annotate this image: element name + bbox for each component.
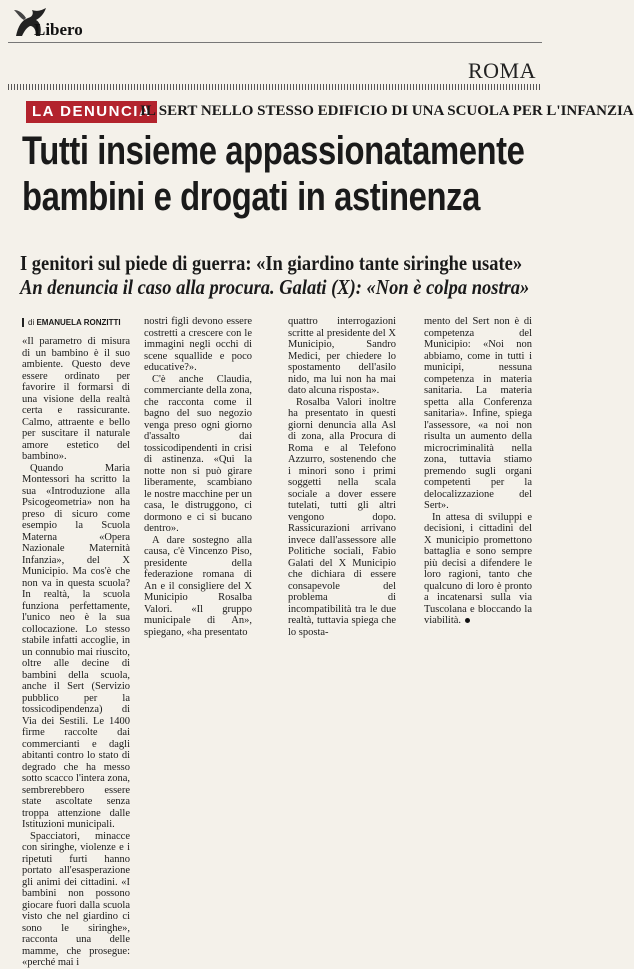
kicker-badge: LA DENUNCIA	[26, 101, 157, 123]
subheadline-1: I genitori sul piede di guerra: «In giardino tante siringhe usate»	[20, 251, 523, 275]
paragraph: A dare sostegno alla causa, c'è Vincenzo Piso, presidente della federazione romana di An e il consigliere del X Municipio Rosalba Valori. «Il gruppo municipale di An», spiegano, «ha presentato	[144, 534, 252, 638]
byline-prefix: di	[28, 318, 37, 327]
subheadline-2: An denuncia il caso alla procura. Galati (X): «Non è colpa nostra»	[20, 275, 530, 299]
paragraph: Spacciatori, minacce con siringhe, violenze e i ripetuti furti hanno portato all'esasperazione gli animi dei cittadini. «I bambini non possono giocare fuori dalla scuola visto che nel giardino ci sono le siringhe», racconta una delle mamme, che prosegue: «perché mai i	[22, 830, 130, 968]
paragraph-final-text: In attesa di sviluppi e decisioni, i cittadini del X municipio promettono battaglia e sono sempre più decisi a difendere le loro ragioni, tanto che qualcuno di loro è pronto a incatenarsi sulla via Tuscolana e bloccando la viabilità.	[424, 511, 532, 626]
top-rule	[8, 42, 542, 43]
masthead-logo-text: Libero	[34, 20, 83, 39]
paragraph: Quando Maria Montessori ha scritto la sua «Introduzione alla Psicogeometria» non ha preso di sicuro come esempio la Scuola Materna «Opera Nazionale Maternità Infanzia», del X Municipio. Ma cos'è che non va in questa scuola? In realtà, la scuola funziona perfettamente, l'unico neo è la sua collocazione. Lo stesso stabile infatti accoglie, in un connubio mai riuscito, oltre alle decine di bambini della scuola, anche il Sert (Servizio pubblico per la tossicodipendenza) di Via dei Sestili. Le 1400 firme raccolte dai commercianti e dagli abitanti contro lo stato di degrado che ha messo sotto scacco l'intera zona, sembrerebbero essere state ascoltate senza troppa attenzione dalle Istituzioni municipali.	[22, 462, 130, 830]
article-column-4	[424, 316, 532, 627]
paragraph-final	[424, 512, 532, 627]
paragraph: mento del Sert non è di competenza del Municipio: «Noi non abbiamo, come in tutti i municipi, nessuna competenza in materia sanitaria. La materia spetta alla Conferenza sanitaria». Infine, spiega l'assessore, «a noi non risulta un aumento della microcriminalità nella zona, tuttavia stiamo premendo sugli organi competenti per la delocalizzazione del Sert».	[424, 316, 532, 511]
paragraph: quattro interrogazioni scritte al presidente del X Municipio, Sandro Medici, per chiedere lo spostamento dell'asilo nido, ma lui non ha mai dato alcuna risposta».	[288, 316, 396, 396]
paragraph: «Il parametro di misura di un bambino è il suo ambiente. Questo deve essere ordinato per favorire il formarsi di una visione della realtà certa e rassicurante. Calmo, attraente e bello per suscitare il naturale amore estetico del bambino».	[22, 336, 130, 462]
end-mark-icon	[465, 618, 470, 623]
byline	[22, 318, 121, 327]
headline	[22, 128, 525, 220]
article-column-2	[144, 316, 252, 638]
section-label: ROMA	[467, 58, 536, 83]
kicker	[26, 101, 634, 123]
paragraph: nostri figli devono essere costretti a crescere con le immagini negli occhi di scene squallide e poco educative?».	[144, 316, 252, 373]
headline-line-2: bambini e drogati in astinenza	[22, 175, 480, 219]
kicker-text: IL SERT NELLO STESSO EDIFICIO DI UNA SCUOLA PER L'INFANZIA	[140, 103, 634, 119]
paragraph: Rosalba Valori inoltre ha presentato in questi giorni denuncia alla Asl di zona, alla Procura di Roma e al Telefono Azzurro, sostenendo che i minori sono i primi soggetti nella scala sociale a dover essere tutelati, tutti gli altri vengono dopo. Rassicurazioni arrivano invece dall'assessore alle Politiche sociali, Fabio Galati del X Municipio che dichiara di essere consapevole del problema di incompatibilità tra le due realtà, tuttavia spiega che lo sposta-	[288, 396, 396, 638]
masthead	[8, 4, 542, 44]
section-rule	[8, 84, 542, 90]
headline-line-1: Tutti insieme appassionatamente	[22, 129, 525, 173]
article-column-1	[22, 336, 130, 969]
paragraph: C'è anche Claudia, commerciante della zona, che racconta come il bagno del suo negozio venga preso ogni giorno d'assalto dai tossicodipendenti in crisi di astinenza. «Qui la notte non si può girare liberamente, scambiano le nostre macchine per un casa, le distruggono, ci dormono e ci si bucano dentro».	[144, 373, 252, 534]
byline-author: EMANUELA RONZITTI	[36, 318, 121, 327]
article-column-3	[288, 316, 396, 638]
